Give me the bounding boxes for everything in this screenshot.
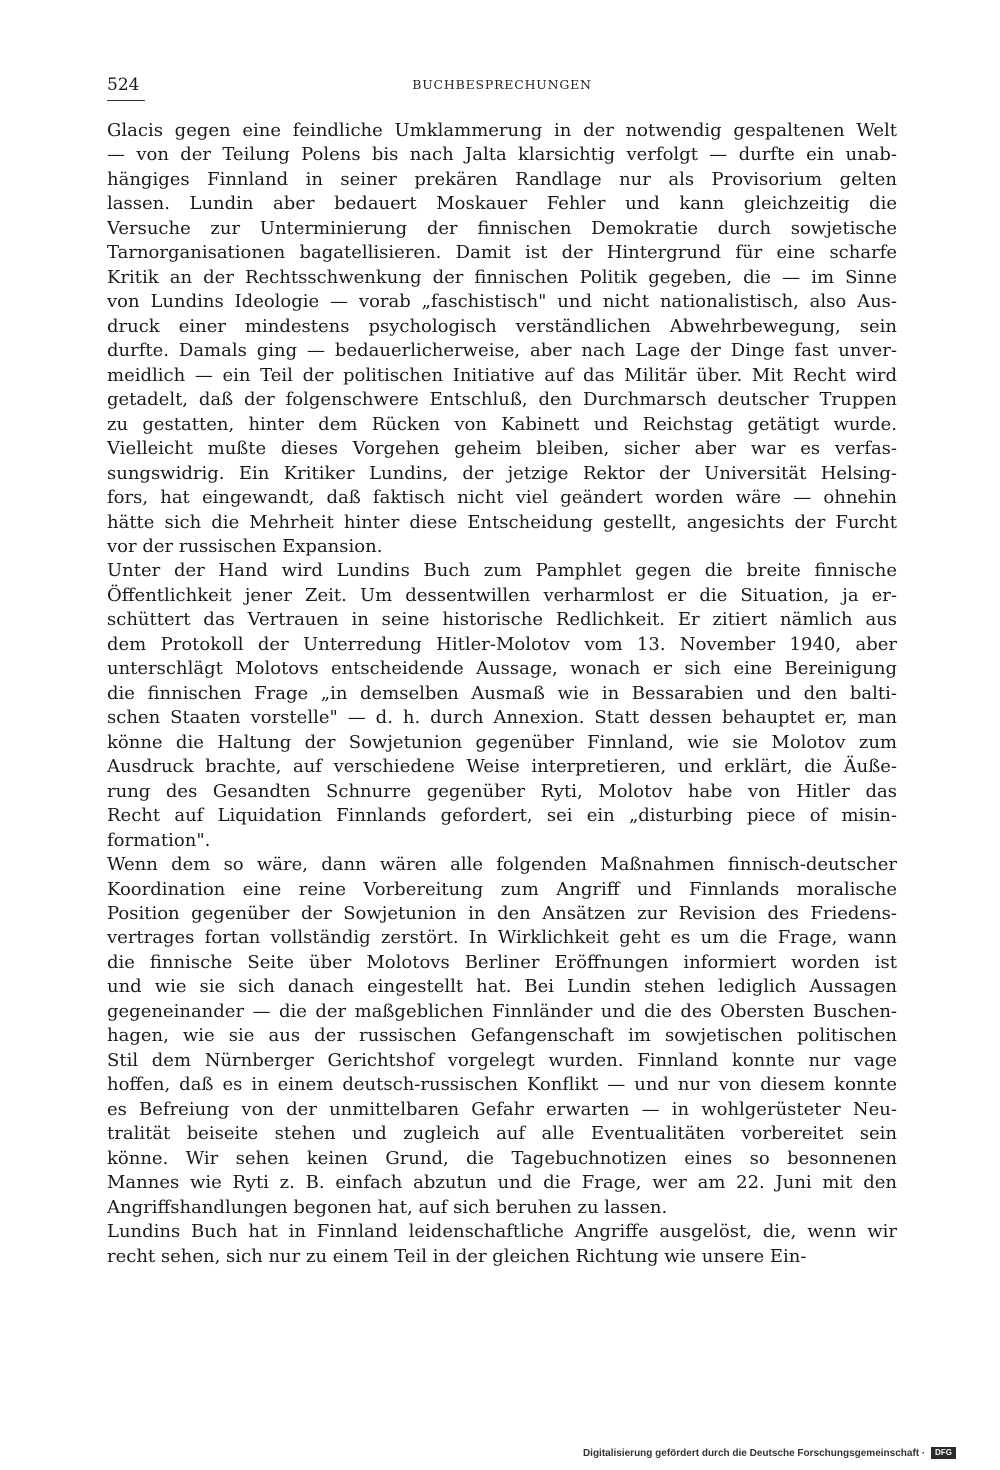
text-line: lassen. Lundin aber bedauert Moskauer Fehler und kann gleichzeitig die <box>107 193 897 215</box>
text-line: vertrages fortan vollständig zerstört. In Wirklichkeit geht es um die Frage, wann <box>107 927 897 949</box>
text-line: könne die Haltung der Sowjetunion gegenüber Finnland, wie sie Molotov zum <box>107 731 897 753</box>
footer-note: Digitalisierung gefördert durch die Deutsche Forschungsgemeinschaft · <box>582 1448 926 1459</box>
text-line: Versuche zur Unterminierung der finnischen Demokratie durch sowjetische <box>107 217 897 239</box>
text-line: vor der russischen Expansion. <box>107 535 383 557</box>
text-line: schen Staaten vorstelle" — d. h. durch Annexion. Statt dessen behauptet er, man <box>107 707 897 729</box>
text-line: schüttert das Vertrauen in seine historische Redlichkeit. Er zitiert nämlich aus <box>107 609 897 631</box>
text-line: unterschlägt Molotovs entscheidende Aussage, wonach er sich eine Bereinigung <box>107 658 897 680</box>
text-line: gegeneinander — die der maßgeblichen Finnländer und die des Obersten Buschen- <box>107 1000 897 1022</box>
text-line: von Lundins Ideologie — vorab „faschistisch" und nicht nationalistisch, also Aus- <box>107 291 897 313</box>
text-line: hätte sich die Mehrheit hinter diese Entscheidung gestellt, angesichts der Furcht <box>107 511 897 533</box>
digitization-footer <box>583 1447 956 1461</box>
text-line: meidlich — ein Teil der politischen Initiative auf das Militär über. Mit Recht wird <box>107 364 897 386</box>
text-line: tralität beiseite stehen und zugleich auf alle Eventualitäten vorbereitet sein <box>107 1123 897 1145</box>
dfg-logo: DFG <box>931 1447 956 1459</box>
body-text <box>107 119 897 1269</box>
text-line: druck einer mindestens psychologisch verständlichen Abwehrbewegung, sein <box>107 315 897 337</box>
text-line: könne. Wir sehen keinen Grund, die Tagebuchnotizen eines so besonnenen <box>107 1147 897 1169</box>
text-line: Ausdruck brachte, auf verschiedene Weise interpretieren, und erklärt, die Äuße- <box>107 756 897 778</box>
text-line: Vielleicht mußte dieses Vorgehen geheim bleiben, sicher aber war es verfas- <box>107 438 897 460</box>
page-header <box>107 74 897 98</box>
text-line: zu gestatten, hinter dem Rücken von Kabinett und Reichstag getätigt wurde. <box>107 413 897 435</box>
text-line: die finnischen Frage „in demselben Ausmaß wie in Bessarabien und den balti- <box>107 682 897 704</box>
text-line: Öffentlichkeit jener Zeit. Um dessentwillen verharmlost er die Situation, ja er- <box>107 584 897 606</box>
text-line: Recht auf Liquidation Finnlands gefordert, sei ein „disturbing piece of misin- <box>107 805 897 827</box>
text-line: Angriffshandlungen begonen hat, auf sich beruhen zu lassen. <box>107 1196 668 1218</box>
text-line: Unter der Hand wird Lundins Buch zum Pamphlet gegen die breite finnische <box>107 560 897 582</box>
text-line: Tarnorganisationen bagatellisieren. Damit ist der Hintergrund für eine scharfe <box>107 242 897 264</box>
page-number-underline <box>107 100 145 101</box>
text-line: — von der Teilung Polens bis nach Jalta klarsichtig verfolgt — durfte ein unab- <box>107 144 897 166</box>
text-line: Stil dem Nürnberger Gerichtshof vorgelegt wurden. Finnland konnte nur vage <box>107 1049 897 1071</box>
text-line: es Befreiung von der unmittelbaren Gefahr erwarten — in wohlgerüsteter Neu- <box>107 1098 897 1120</box>
text-line: Position gegenüber der Sowjetunion in den Ansätzen zur Revision des Friedens- <box>107 903 897 924</box>
text-line: recht sehen, sich nur zu einem Teil in der gleichen Richtung wie unsere Ein- <box>107 1245 807 1267</box>
text-line: getadelt, daß der folgenschwere Entschluß, den Durchmarsch deutscher Truppen <box>107 389 897 411</box>
running-title: BUCHBESPRECHUNGEN <box>412 77 592 92</box>
text-line: dem Protokoll der Unterredung Hitler-Molotov vom 13. November 1940, aber <box>107 633 897 655</box>
text-line: Mannes wie Ryti z. B. einfach abzutun und die Frage, wer am 22. Juni mit den <box>107 1172 897 1194</box>
text-line: hagen, wie sie aus der russischen Gefangenschaft im sowjetischen politischen <box>107 1025 897 1047</box>
text-line: sungswidrig. Ein Kritiker Lundins, der jetzige Rektor der Universität Helsing- <box>107 462 897 484</box>
text-line: und wie sie sich danach eingestellt hat. Bei Lundin stehen lediglich Aussagen <box>107 976 897 998</box>
text-line: Koordination eine reine Vorbereitung zum Angriff und Finnlands moralische <box>107 878 897 900</box>
text-line: Wenn dem so wäre, dann wären alle folgenden Maßnahmen finnisch-deutscher <box>107 854 897 876</box>
page-number: 524 <box>107 75 140 95</box>
text-line: durfte. Damals ging — bedauerlicherweise, aber nach Lage der Dinge fast unver- <box>107 340 897 362</box>
text-line: Glacis gegen eine feindliche Umklammerung in der notwendig gespaltenen Welt <box>107 120 897 141</box>
text-line: hoffen, daß es in einem deutsch-russischen Konflikt — und nur von diesem konnte <box>107 1074 897 1096</box>
text-line: Kritik an der Rechtsschwenkung der finnischen Politik gegeben, die — im Sinne <box>107 266 897 288</box>
text-line: Lundins Buch hat in Finnland leidenschaftliche Angriffe ausgelöst, die, wenn wir <box>107 1221 897 1243</box>
text-line: fors, hat eingewandt, daß faktisch nicht viel geändert worden wäre — ohnehin <box>107 487 897 509</box>
text-line: hängiges Finnland in seiner prekären Randlage nur als Provisorium gelten <box>107 168 897 190</box>
text-line: formation". <box>107 829 211 851</box>
text-line: die finnische Seite über Molotovs Berliner Eröffnungen informiert worden ist <box>107 951 897 973</box>
text-line: rung des Gesandten Schnurre gegenüber Ryti, Molotov habe von Hitler das <box>107 780 897 802</box>
